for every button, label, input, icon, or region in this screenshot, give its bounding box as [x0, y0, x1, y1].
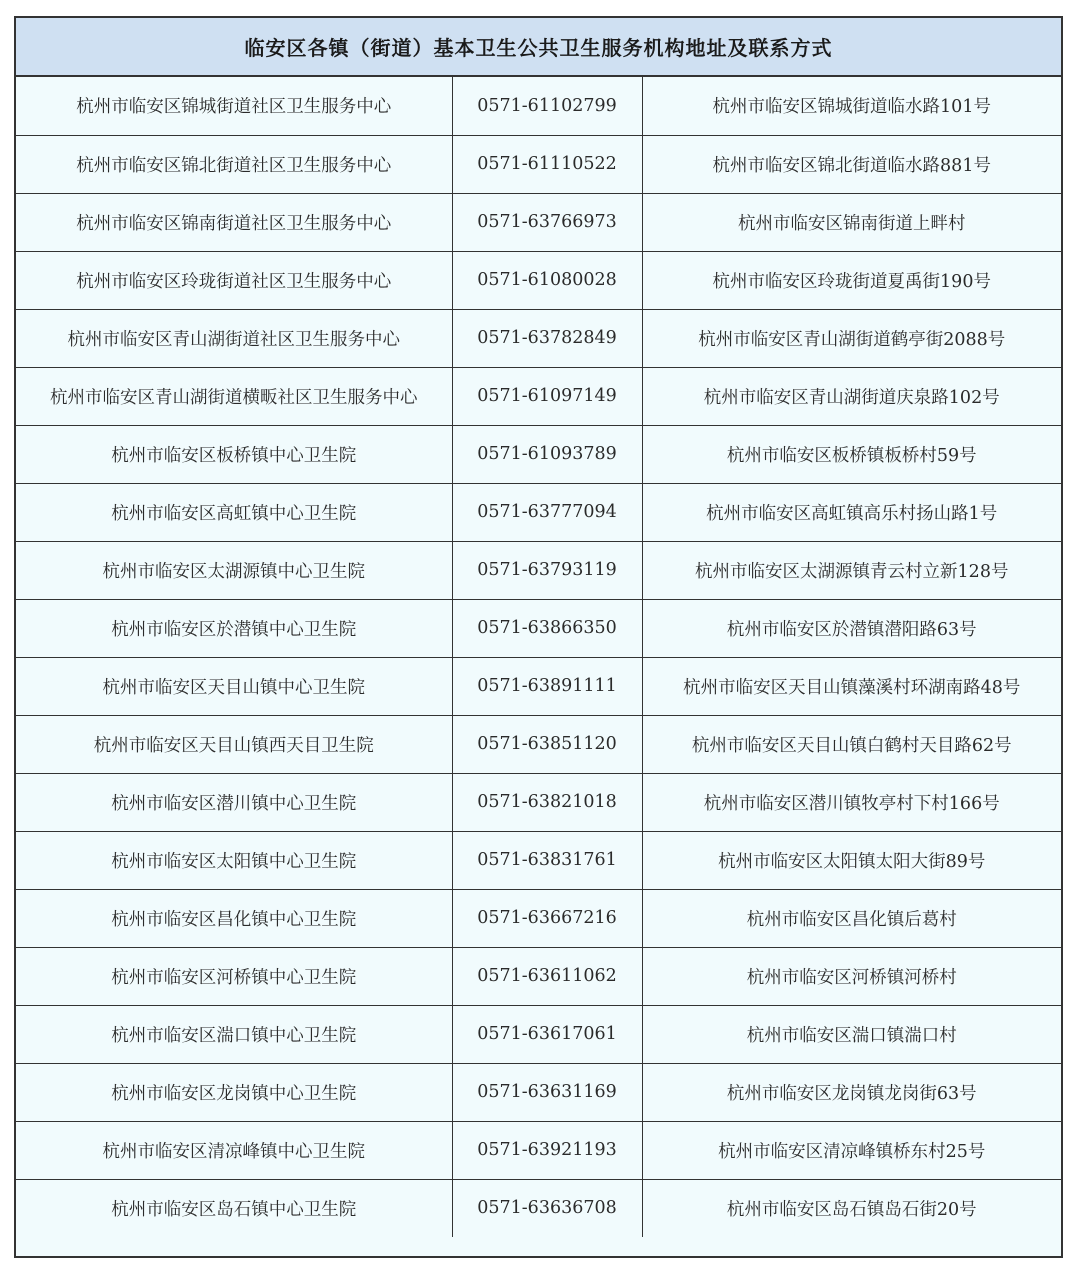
facility-name-cell: 杭州市临安区岛石镇中心卫生院 [16, 1179, 452, 1237]
phone-cell: 0571-63631169 [452, 1063, 642, 1121]
table-row [16, 77, 1061, 135]
phone-cell: 0571-61110522 [452, 135, 642, 193]
address-cell: 杭州市临安区青山湖街道庆泉路102号 [642, 367, 1061, 425]
facility-name-cell: 杭州市临安区青山湖街道横畈社区卫生服务中心 [16, 367, 452, 425]
phone-cell: 0571-63866350 [452, 599, 642, 657]
facility-name-cell: 杭州市临安区板桥镇中心卫生院 [16, 425, 452, 483]
address-cell: 杭州市临安区玲珑街道夏禹街190号 [642, 251, 1061, 309]
facility-name-cell: 杭州市临安区锦北街道社区卫生服务中心 [16, 135, 452, 193]
phone-cell: 0571-61093789 [452, 425, 642, 483]
facility-name-cell: 杭州市临安区昌化镇中心卫生院 [16, 889, 452, 947]
facility-name-cell: 杭州市临安区湍口镇中心卫生院 [16, 1005, 452, 1063]
table-row [16, 947, 1061, 1005]
facility-table [16, 77, 1061, 1237]
phone-cell: 0571-63782849 [452, 309, 642, 367]
table-row [16, 1179, 1061, 1237]
address-cell: 杭州市临安区太阳镇太阳大街89号 [642, 831, 1061, 889]
phone-cell: 0571-63851120 [452, 715, 642, 773]
address-cell: 杭州市临安区锦南街道上畔村 [642, 193, 1061, 251]
table-title: 临安区各镇（街道）基本卫生公共卫生服务机构地址及联系方式 [16, 18, 1061, 77]
phone-cell: 0571-63617061 [452, 1005, 642, 1063]
address-cell: 杭州市临安区岛石镇岛石街20号 [726, 1199, 977, 1220]
phone-cell: 0571-63921193 [452, 1121, 642, 1179]
table-row [16, 1005, 1061, 1063]
phone-cell: 0571-63667216 [452, 889, 642, 947]
facility-name-cell: 杭州市临安区太湖源镇中心卫生院 [16, 541, 452, 599]
facility-name-cell: 杭州市临安区天目山镇中心卫生院 [16, 657, 452, 715]
table-row [16, 135, 1061, 193]
table-row [16, 367, 1061, 425]
address-cell: 杭州市临安区青山湖街道鹤亭街2088号 [642, 309, 1061, 367]
phone-cell: 0571-61080028 [452, 251, 642, 309]
table-row [16, 831, 1061, 889]
table-row [16, 1121, 1061, 1179]
address-cell: 杭州市临安区太湖源镇青云村立新128号 [642, 541, 1061, 599]
phone-cell: 0571-63891111 [452, 657, 642, 715]
phone-cell: 0571-63831761 [452, 831, 642, 889]
table-row [16, 889, 1061, 947]
table-row [16, 541, 1061, 599]
address-cell: 杭州市临安区河桥镇河桥村 [642, 947, 1061, 1005]
facility-name-cell: 杭州市临安区龙岗镇中心卫生院 [16, 1063, 452, 1121]
phone-cell: 0571-63766973 [452, 193, 642, 251]
table-row [16, 251, 1061, 309]
facility-name-cell: 杭州市临安区玲珑街道社区卫生服务中心 [16, 251, 452, 309]
table-row [16, 773, 1061, 831]
facility-table-sheet [14, 16, 1063, 1258]
address-cell: 杭州市临安区潜川镇牧亭村下村166号 [642, 773, 1061, 831]
facility-name-cell: 杭州市临安区河桥镇中心卫生院 [16, 947, 452, 1005]
phone-cell: 0571-61102799 [452, 77, 642, 135]
facility-name-cell: 杭州市临安区於潜镇中心卫生院 [16, 599, 452, 657]
facility-name-cell: 杭州市临安区高虹镇中心卫生院 [16, 483, 452, 541]
phone-cell: 0571-63636708 [452, 1179, 642, 1237]
table-row [16, 483, 1061, 541]
table-row [16, 425, 1061, 483]
address-cell: 杭州市临安区锦城街道临水路101号 [642, 77, 1061, 135]
facility-name-cell: 杭州市临安区太阳镇中心卫生院 [16, 831, 452, 889]
address-cell: 杭州市临安区锦北街道临水路881号 [642, 135, 1061, 193]
facility-name-cell: 杭州市临安区潜川镇中心卫生院 [16, 773, 452, 831]
table-row [16, 715, 1061, 773]
table-row [16, 657, 1061, 715]
facility-name-cell: 杭州市临安区天目山镇西天目卫生院 [16, 715, 452, 773]
table-row [16, 1063, 1061, 1121]
address-cell: 杭州市临安区湍口镇湍口村 [642, 1005, 1061, 1063]
phone-cell: 0571-63777094 [452, 483, 642, 541]
facility-table-body [16, 77, 1061, 1237]
facility-name-cell: 杭州市临安区锦城街道社区卫生服务中心 [16, 77, 452, 135]
phone-cell: 0571-63793119 [452, 541, 642, 599]
table-row [16, 309, 1061, 367]
facility-name-cell: 杭州市临安区青山湖街道社区卫生服务中心 [16, 309, 452, 367]
address-cell: 杭州市临安区天目山镇藻溪村环湖南路48号 [642, 657, 1061, 715]
address-cell: 杭州市临安区於潜镇潜阳路63号 [642, 599, 1061, 657]
table-row [16, 599, 1061, 657]
address-cell: 杭州市临安区龙岗镇龙岗街63号 [642, 1063, 1061, 1121]
address-cell: 杭州市临安区清凉峰镇桥东村25号 [642, 1121, 1061, 1179]
address-cell: 杭州市临安区天目山镇白鹤村天目路62号 [642, 715, 1061, 773]
address-cell: 杭州市临安区板桥镇板桥村59号 [642, 425, 1061, 483]
phone-cell: 0571-61097149 [452, 367, 642, 425]
facility-name-cell: 杭州市临安区清凉峰镇中心卫生院 [16, 1121, 452, 1179]
address-cell: 杭州市临安区昌化镇后葛村 [642, 889, 1061, 947]
facility-name-cell: 杭州市临安区锦南街道社区卫生服务中心 [16, 193, 452, 251]
table-row [16, 193, 1061, 251]
phone-cell: 0571-63611062 [452, 947, 642, 1005]
address-cell: 杭州市临安区高虹镇高乐村扬山路1号 [642, 483, 1061, 541]
phone-cell: 0571-63821018 [452, 773, 642, 831]
